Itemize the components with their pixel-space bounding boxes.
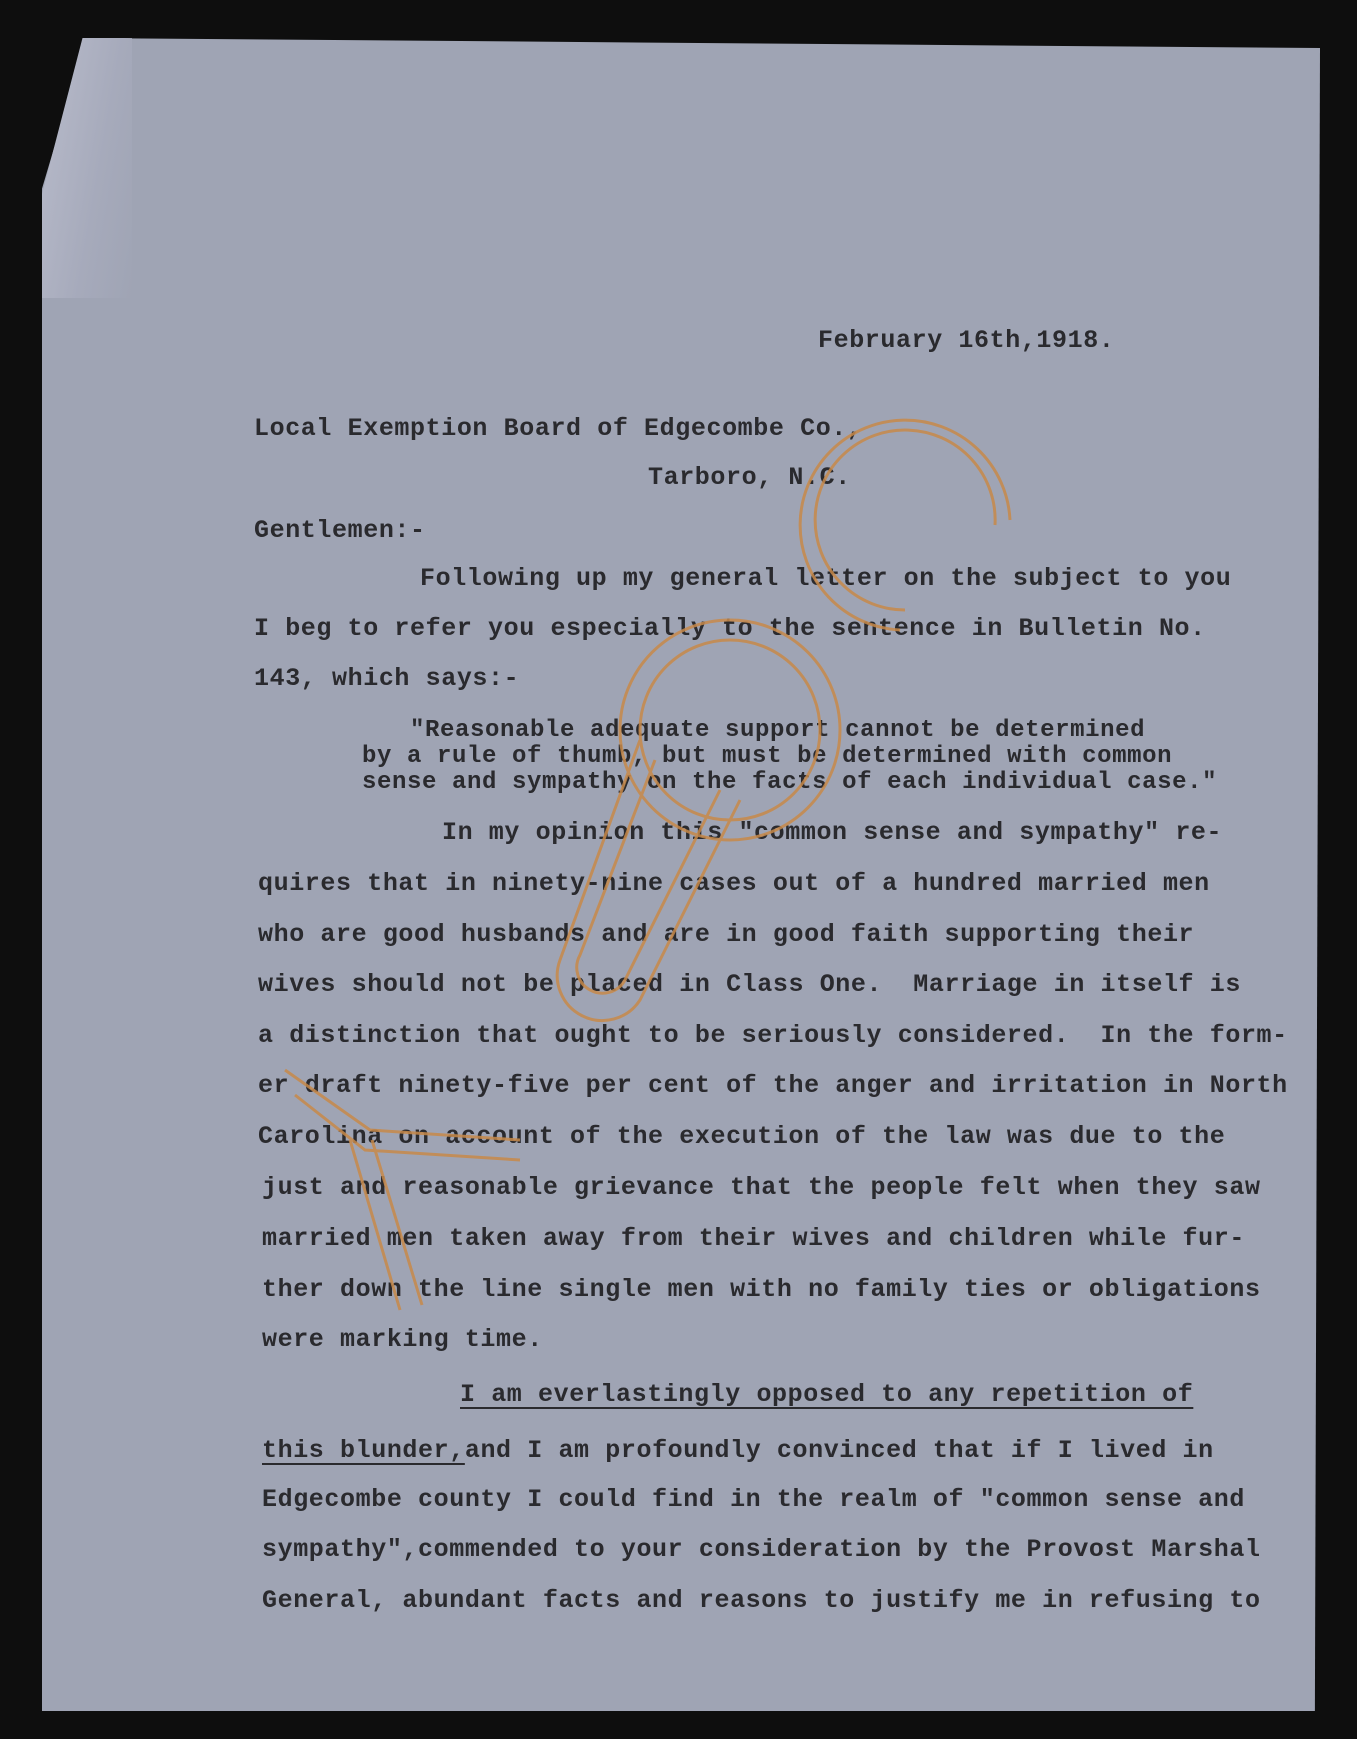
- quote-line: by a rule of thumb, but must be determined with common: [362, 743, 1173, 770]
- salutation: Gentlemen:-: [254, 516, 426, 545]
- paragraph-line: who are good husbands and are in good faith supporting their: [258, 920, 1195, 949]
- paragraph-line: wives should not be placed in Class One. Marriage in itself is: [258, 970, 1241, 999]
- recipient-line-2: Tarboro, N.C.: [648, 463, 851, 492]
- paragraph-line: sympathy",commended to your consideration by the Provost Marshal: [262, 1535, 1261, 1564]
- paragraph-line: [262, 1436, 1214, 1465]
- paragraph-line: 143, which says:-: [254, 664, 520, 693]
- paragraph-line: er draft ninety-five per cent of the anger and irritation in North: [258, 1071, 1288, 1100]
- page-fold: [42, 38, 132, 298]
- quote-line: "Reasonable adequate support cannot be determined: [410, 717, 1146, 744]
- paragraph-line: married men taken away from their wives and children while fur-: [262, 1224, 1245, 1253]
- underlined-fragment: this blunder,: [262, 1436, 465, 1465]
- paragraph-line: quires that in ninety-nine cases out of a hundred married men: [258, 869, 1210, 898]
- quote-line: sense and sympathy on the facts of each individual case.": [362, 769, 1218, 796]
- paragraph-line: Carolina on account of the execution of the law was due to the: [258, 1122, 1226, 1151]
- paragraph-line: In my opinion this "common sense and sympathy" re-: [442, 818, 1223, 847]
- paragraph-line: ther down the line single men with no family ties or obligations: [262, 1275, 1261, 1304]
- paragraph-line: Following up my general letter on the subject to you: [420, 564, 1232, 593]
- paragraph-line: were marking time.: [262, 1325, 543, 1354]
- paragraph-line: General, abundant facts and reasons to justify me in refusing to: [262, 1586, 1261, 1615]
- paragraph-line: just and reasonable grievance that the people felt when they saw: [262, 1173, 1261, 1202]
- underlined-line: I am everlastingly opposed to any repetition of: [460, 1380, 1194, 1409]
- letter-date: February 16th,1918.: [818, 326, 1115, 355]
- paragraph-line: a distinction that ought to be seriously considered. In the form-: [258, 1021, 1288, 1050]
- line-continuation: and I am profoundly convinced that if I lived in: [464, 1436, 1214, 1465]
- paragraph-line: I beg to refer you especially to the sentence in Bulletin No.: [254, 614, 1206, 643]
- paragraph-line: Edgecombe county I could find in the realm of "common sense and: [262, 1485, 1245, 1514]
- recipient-line-1: Local Exemption Board of Edgecombe Co.,: [254, 414, 863, 443]
